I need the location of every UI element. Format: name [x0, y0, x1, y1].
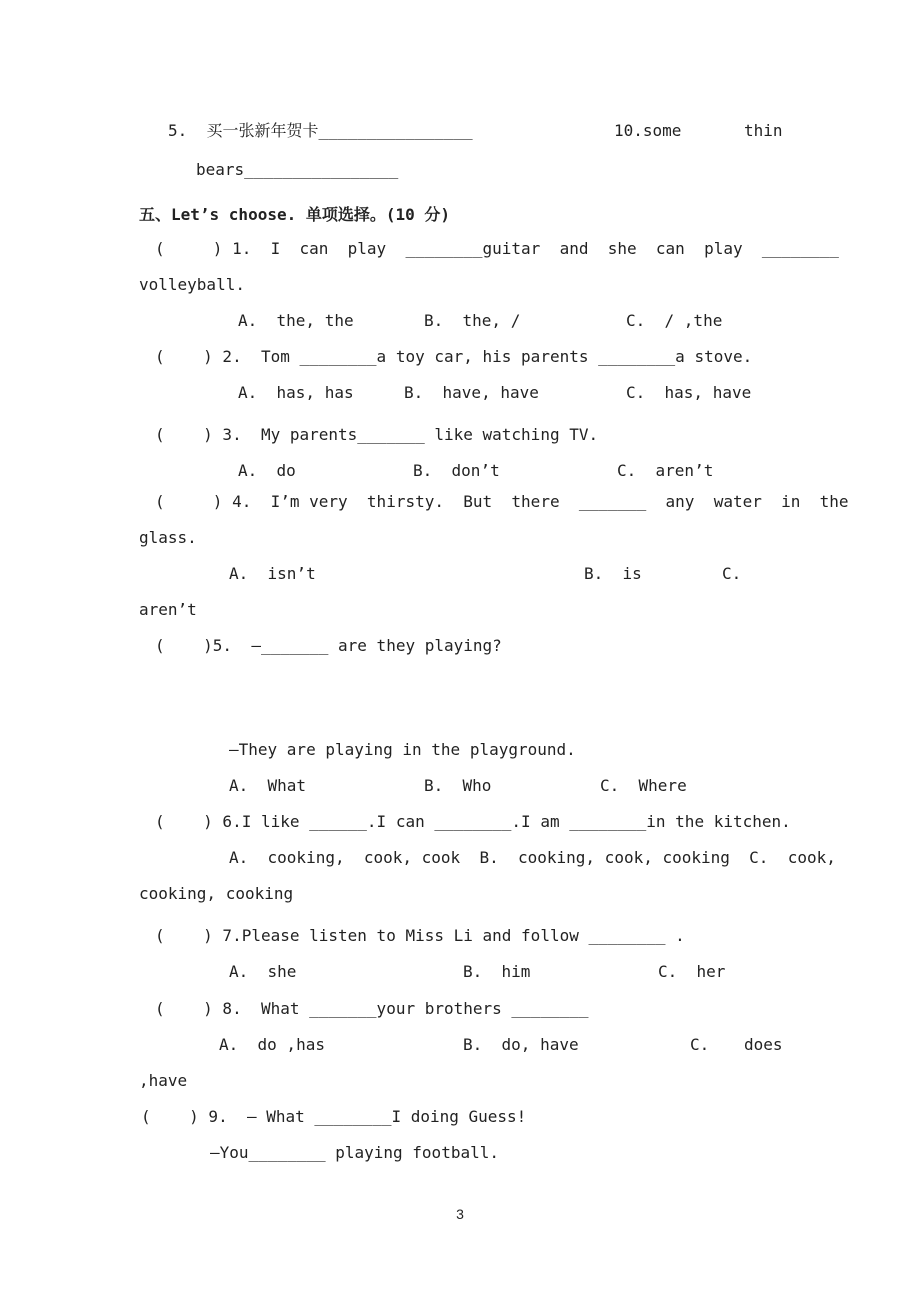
question-9-answer-line: —You________ playing football. — [210, 1143, 499, 1162]
question-9: ( ) 9. — What ________I doing Guess! — [141, 1107, 527, 1126]
question-1: ( ) 1. I can play ________guitar and she can play ________ — [155, 239, 839, 258]
q6-options: A. cooking, cook, cook B. cooking, cook, cooking C. cook, — [229, 848, 836, 867]
item-10-continuation: bears________________ — [196, 160, 399, 179]
question-3: ( ) 3. My parents_______ like watching TV. — [155, 425, 599, 444]
item-10-word: thin — [744, 121, 783, 140]
q7-option-c: C. her — [658, 962, 726, 981]
q1-option-c: C. / ,the — [626, 311, 723, 330]
q3-option-b: B. don’t — [413, 461, 500, 480]
q4-option-c-text: aren’t — [139, 600, 197, 619]
q5-option-a: A. What — [229, 776, 307, 795]
question-4-continuation: glass. — [139, 528, 197, 547]
question-5: ( )5. —_______ are they playing? — [155, 636, 502, 655]
question-6: ( ) 6.I like ______.I can ________.I am ________in the kitchen. — [155, 812, 791, 831]
question-5-answer-line: —They are playing in the playground. — [229, 740, 576, 759]
q3-option-c: C. aren’t — [617, 461, 714, 480]
q4-option-b: B. is — [584, 564, 642, 583]
q8-option-c-label: C. — [690, 1035, 710, 1054]
q2-option-b: B. have, have — [404, 383, 539, 402]
q4-option-c-label: C. — [722, 564, 742, 583]
q8-option-c-continuation: ,have — [139, 1071, 188, 1090]
q6-options-continuation: cooking, cooking — [139, 884, 294, 903]
question-8: ( ) 8. What _______your brothers ________ — [155, 999, 589, 1018]
q5-option-c: C. Where — [600, 776, 687, 795]
question-4: ( ) 4. I’m very thirsty. But there _______ any water in the — [155, 492, 849, 511]
q7-option-a: A. she — [229, 962, 297, 981]
q4-option-a: A. isn’t — [229, 564, 316, 583]
q5-option-b: B. Who — [424, 776, 492, 795]
item-5-line: 5. 买一张新年贺卡________________ — [168, 121, 473, 140]
question-1-continuation: volleyball. — [139, 275, 245, 294]
q2-option-a: A. has, has — [238, 383, 354, 402]
section-5-heading: 五、Let’s choose. 单项选择。(10 分) — [139, 205, 451, 224]
item-10-line: 10.some — [614, 121, 682, 140]
q7-option-b: B. him — [463, 962, 531, 981]
q1-option-b: B. the, / — [424, 311, 521, 330]
page-number: 3 — [456, 1206, 464, 1222]
question-7: ( ) 7.Please listen to Miss Li and follow ________ . — [155, 926, 685, 945]
q2-option-c: C. has, have — [626, 383, 752, 402]
question-2: ( ) 2. Tom ________a toy car, his parents ________a stove. — [155, 347, 753, 366]
q8-option-c-word: does — [744, 1035, 783, 1054]
q3-option-a: A. do — [238, 461, 296, 480]
q8-option-a: A. do ,has — [219, 1035, 325, 1054]
q8-option-b: B. do, have — [463, 1035, 579, 1054]
q1-option-a: A. the, the — [238, 311, 354, 330]
